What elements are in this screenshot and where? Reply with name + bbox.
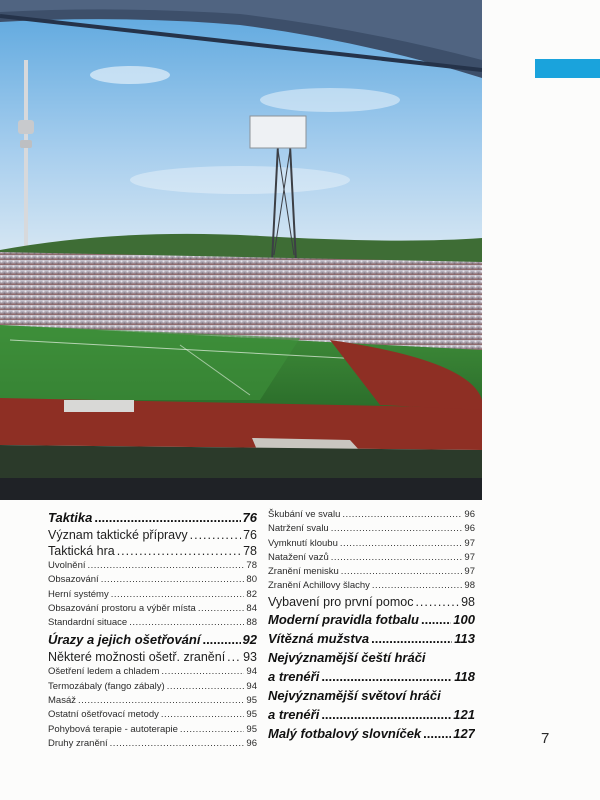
toc-leader-dots: [331, 522, 463, 536]
toc-leader-dots: [117, 543, 241, 559]
toc-pohybova-terapie: [48, 723, 257, 737]
toc-urazy: [48, 630, 257, 649]
toc-entry-title: Moderní pravidla fotbalu: [268, 611, 419, 627]
toc-leader-dots: [110, 737, 245, 751]
toc-leader-dots: [88, 559, 245, 573]
toc-entry-title: Herní systémy: [48, 588, 109, 600]
toc-herni-systemy: [48, 588, 257, 602]
toc-leader-dots: [190, 527, 241, 543]
toc-svetovi-hraci-line1: [268, 686, 475, 705]
toc-leader-dots: [161, 708, 245, 722]
toc-taktika: [48, 508, 257, 527]
toc-cesti-hraci-line2: [268, 667, 475, 686]
toc-entry-page: 95: [246, 723, 257, 735]
toc-leader-dots: [421, 610, 451, 629]
toc-leader-dots: [342, 508, 462, 522]
toc-skubani-ve-svalu: [268, 508, 475, 522]
toc-entry-title: Termozábaly (fango zábaly): [48, 680, 165, 692]
toc-entry-title: Význam taktické přípravy: [48, 528, 188, 542]
toc-entry-title: Taktická hra: [48, 544, 115, 558]
toc-entry-title: a trenéři: [268, 668, 320, 684]
toc-entry-page: 94: [246, 666, 257, 678]
toc-entry-title: Zranění Achillovy šlachy: [268, 580, 370, 592]
toc-entry-page: 78: [243, 544, 257, 558]
toc-leader-dots: [167, 680, 245, 694]
toc-entry-page: 98: [464, 580, 475, 592]
toc-vyznam-takticke-pripravy: [48, 527, 257, 543]
toc-entry-page: 96: [246, 737, 257, 749]
toc-entry-page: 113: [454, 630, 475, 646]
toc-entry-title: a trenéři: [268, 706, 320, 722]
toc-entry-title: Obsazování prostoru a výběr místa: [48, 602, 196, 614]
toc-leader-dots: [423, 724, 451, 743]
toc-entry-title: Pohybová terapie - autoterapie: [48, 723, 178, 735]
toc-leader-dots: [321, 667, 452, 686]
toc-entry-page: 121: [453, 706, 475, 722]
toc-entry-title: Vybavení pro první pomoc: [268, 594, 414, 609]
toc-moderni-pravidla: [268, 610, 475, 629]
toc-vitezna-muzstva: [268, 629, 475, 648]
toc-entry-page: 96: [464, 523, 475, 535]
toc-leader-dots: [371, 629, 452, 648]
toc-leader-dots: [161, 665, 244, 679]
toc-entry-page: 84: [246, 602, 257, 614]
toc-takticka-hra: [48, 543, 257, 559]
toc-entry-title: Uvolnění: [48, 560, 86, 571]
toc-entry-page: 88: [246, 617, 257, 629]
toc-zraneni-menisku: [268, 565, 475, 579]
toc-obsazovani: [48, 573, 257, 587]
toc-leader-dots: [202, 630, 240, 649]
toc-entry-page: 82: [246, 588, 257, 600]
toc-osetreni-ledem: [48, 665, 257, 679]
toc-entry-title: Natažení vazů: [268, 551, 329, 563]
toc-moznosti-osetreni: [48, 649, 257, 665]
toc-slovnicek: [268, 724, 475, 743]
toc-entry-title: Škubání ve svalu: [268, 509, 341, 520]
toc-entry-page: 127: [453, 725, 475, 741]
toc-entry-page: 97: [464, 551, 475, 563]
toc-entry-title: Zranění menisku: [268, 566, 339, 578]
toc-leader-dots: [415, 594, 459, 610]
accent-bar: [535, 59, 600, 78]
toc-entry-page: 98: [461, 594, 475, 609]
toc-leader-dots: [101, 573, 245, 587]
toc-entry-page: 94: [246, 680, 257, 692]
toc-entry-title: Masáž: [48, 695, 76, 707]
toc-entry-title: Nejvýznamější světoví hráči: [268, 687, 441, 703]
toc-leader-dots: [321, 705, 451, 724]
toc-prvni-pomoc: [268, 594, 475, 610]
toc-entry-page: 95: [246, 695, 257, 707]
toc-entry-title: Vítězná mužstva: [268, 630, 370, 646]
toc-druhy-zraneni: [48, 737, 257, 751]
toc-leader-dots: [180, 723, 245, 737]
toc-entry-page: 95: [246, 709, 257, 721]
toc-leader-dots: [111, 588, 245, 602]
toc-entry-title: Nejvýznamější čeští hráči: [268, 649, 426, 665]
toc-termozabaly: [48, 680, 257, 694]
toc-entry-title: Obsazování: [48, 574, 99, 586]
toc-entry-page: 100: [453, 611, 475, 627]
toc-entry-page: 118: [454, 668, 475, 684]
toc-leader-dots: [227, 649, 241, 665]
toc-leader-dots: [341, 565, 463, 579]
toc-leader-dots: [94, 508, 240, 527]
toc-entry-title: Vymknutí kloubu: [268, 537, 338, 549]
toc-entry-title: Standardní situace: [48, 617, 128, 629]
toc-obsazovani-prostoru: [48, 602, 257, 616]
toc-entry-page: 97: [464, 566, 475, 578]
toc-entry-title: Natržení svalu: [268, 523, 329, 535]
toc-entry-page: 76: [243, 528, 257, 542]
toc-ostatni-metody: [48, 708, 257, 722]
toc-entry-title: Druhy zranění: [48, 737, 108, 749]
toc-entry-page: 93: [243, 650, 257, 665]
toc-leader-dots: [331, 551, 463, 565]
toc-leader-dots: [340, 537, 463, 551]
toc-standardni-situace: [48, 616, 257, 630]
toc-entry-title: Některé možnosti ošetř. zranění: [48, 650, 226, 665]
toc-leader-dots: [78, 694, 244, 708]
toc-entry-title: Ostatní ošetřovací metody: [48, 709, 159, 721]
toc-leader-dots: [372, 579, 463, 593]
toc-entry-page: 96: [464, 509, 475, 520]
toc-natazeni-vazu: [268, 551, 475, 565]
toc-masaz: [48, 694, 257, 708]
toc-entry-title: Ošetření ledem a chladem: [48, 666, 160, 678]
toc-entry-page: 78: [246, 560, 257, 571]
toc-natrzeni-svalu: [268, 522, 475, 536]
toc-entry-page: 92: [242, 632, 257, 648]
toc-vymknuti-kloubu: [268, 537, 475, 551]
toc-entry-title: Úrazy a jejich ošetřování: [48, 632, 201, 648]
toc-leader-dots: [129, 616, 244, 630]
toc-achillovy-slachy: [268, 579, 475, 593]
toc-entry-title: Malý fotbalový slovníček: [268, 725, 422, 741]
toc-uvolneni: [48, 559, 257, 573]
toc-left-column: [48, 508, 257, 751]
toc-svetovi-hraci-line2: [268, 705, 475, 724]
toc-entry-page: 80: [246, 574, 257, 586]
toc-entry-title: Taktika: [48, 510, 93, 525]
toc-entry-page: 76: [242, 510, 257, 525]
toc-leader-dots: [198, 602, 245, 616]
toc-right-column: [268, 508, 475, 743]
toc-entry-page: 97: [464, 537, 475, 549]
page-number: 7: [541, 730, 550, 747]
toc-cesti-hraci-line1: [268, 648, 475, 667]
